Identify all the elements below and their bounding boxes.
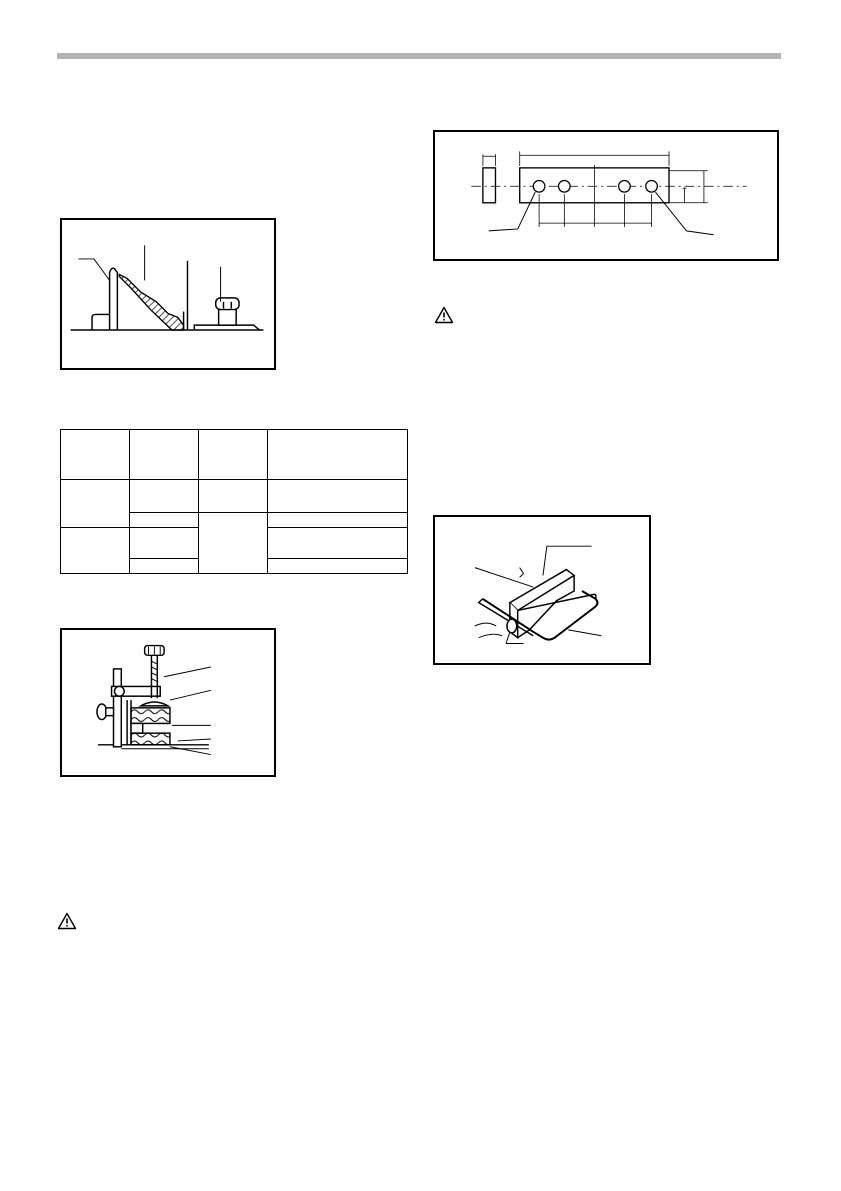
header-rule: [57, 53, 781, 59]
vertical-clamp-drawing: [62, 630, 274, 775]
figure-fence-hole-dimensions: [433, 130, 779, 261]
table-cell: [268, 527, 408, 558]
table-cell: [130, 527, 199, 558]
spec-table: [60, 429, 408, 574]
table-cell: [61, 480, 130, 527]
table-cell: [268, 430, 408, 480]
warning-triangle-icon: [57, 912, 77, 930]
table-cell: [61, 430, 130, 480]
table-cell: [199, 480, 268, 512]
warning-triangle-icon: [434, 306, 454, 324]
table-header-row: [61, 430, 408, 480]
table-cell: [199, 430, 268, 480]
table-cell: [268, 480, 408, 512]
table-cell: [199, 512, 268, 573]
figure-fence-guide-rail: [433, 515, 651, 665]
figure-vertical-clamp: [60, 628, 276, 777]
fence-hole-dimensions-drawing: [435, 132, 777, 259]
table-cell: [268, 558, 408, 573]
table-cell: [268, 512, 408, 527]
table-cell: [130, 512, 199, 527]
fence-guide-rail-drawing: [435, 517, 649, 663]
table-cell: [61, 527, 130, 573]
table-row: [61, 480, 408, 512]
table-cell: [130, 558, 199, 573]
table-cell: [130, 480, 199, 512]
figure-fence-cross-section: [60, 218, 276, 370]
fence-guide-cross-section-drawing: [62, 220, 274, 368]
table-cell: [130, 430, 199, 480]
